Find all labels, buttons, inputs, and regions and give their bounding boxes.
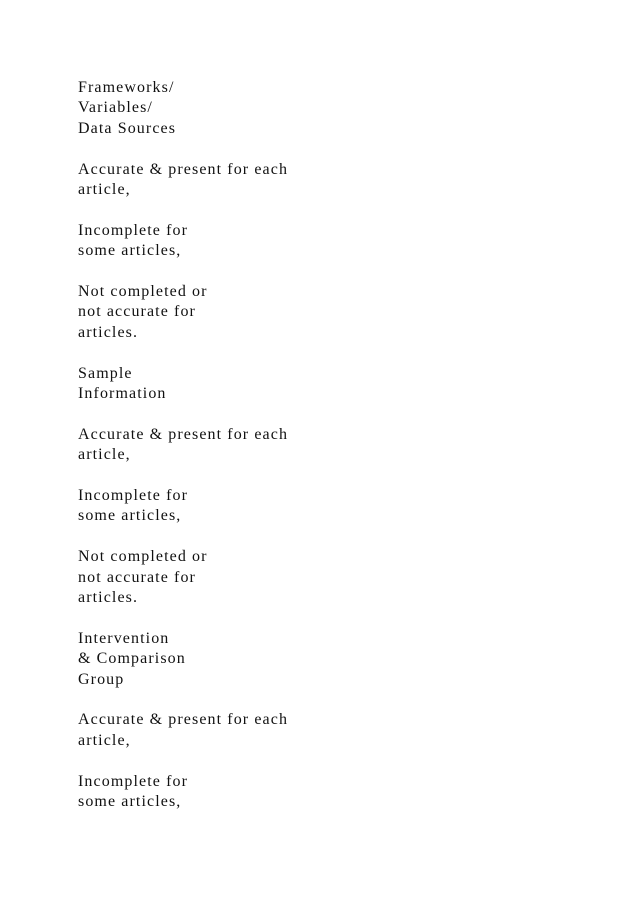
text-line: Accurate & present for each: [78, 160, 289, 178]
paragraph-frameworks-heading: [78, 78, 558, 139]
text-line: some articles,: [78, 793, 182, 811]
text-line: article,: [78, 731, 131, 749]
paragraph-not-completed: [78, 547, 558, 608]
paragraph-incomplete: [78, 772, 558, 813]
text-line: Intervention: [78, 629, 170, 647]
text-line: Accurate & present for each: [78, 711, 289, 729]
text-line: Not completed or: [78, 283, 208, 301]
text-line: some articles,: [78, 507, 182, 525]
text-line: Frameworks/: [78, 79, 175, 96]
text-line: & Comparison: [78, 650, 186, 668]
text-line: some articles,: [78, 242, 182, 260]
paragraph-accurate: [78, 425, 558, 466]
paragraph-accurate: [78, 710, 558, 751]
text-line: not accurate for: [78, 568, 196, 586]
paragraph-not-completed: [78, 282, 558, 343]
text-line: Group: [78, 670, 125, 688]
text-line: Incomplete for: [78, 487, 189, 505]
text-line: Information: [78, 385, 167, 403]
text-line: articles.: [78, 589, 139, 607]
document-body: [78, 78, 558, 833]
paragraph-sample-heading: [78, 364, 558, 405]
text-line: Incomplete for: [78, 221, 189, 239]
text-line: article,: [78, 446, 131, 464]
text-line: Data Sources: [78, 119, 177, 137]
paragraph-incomplete: [78, 486, 558, 527]
paragraph-intervention-heading: [78, 629, 558, 690]
paragraph-incomplete: [78, 221, 558, 262]
text-line: Not completed or: [78, 548, 208, 566]
paragraph-accurate: [78, 160, 558, 201]
text-line: Sample: [78, 364, 133, 382]
text-line: article,: [78, 181, 131, 199]
text-line: articles.: [78, 323, 139, 341]
text-line: Accurate & present for each: [78, 425, 289, 443]
text-line: Variables/: [78, 99, 153, 117]
text-line: not accurate for: [78, 303, 196, 321]
text-line: Incomplete for: [78, 772, 189, 790]
